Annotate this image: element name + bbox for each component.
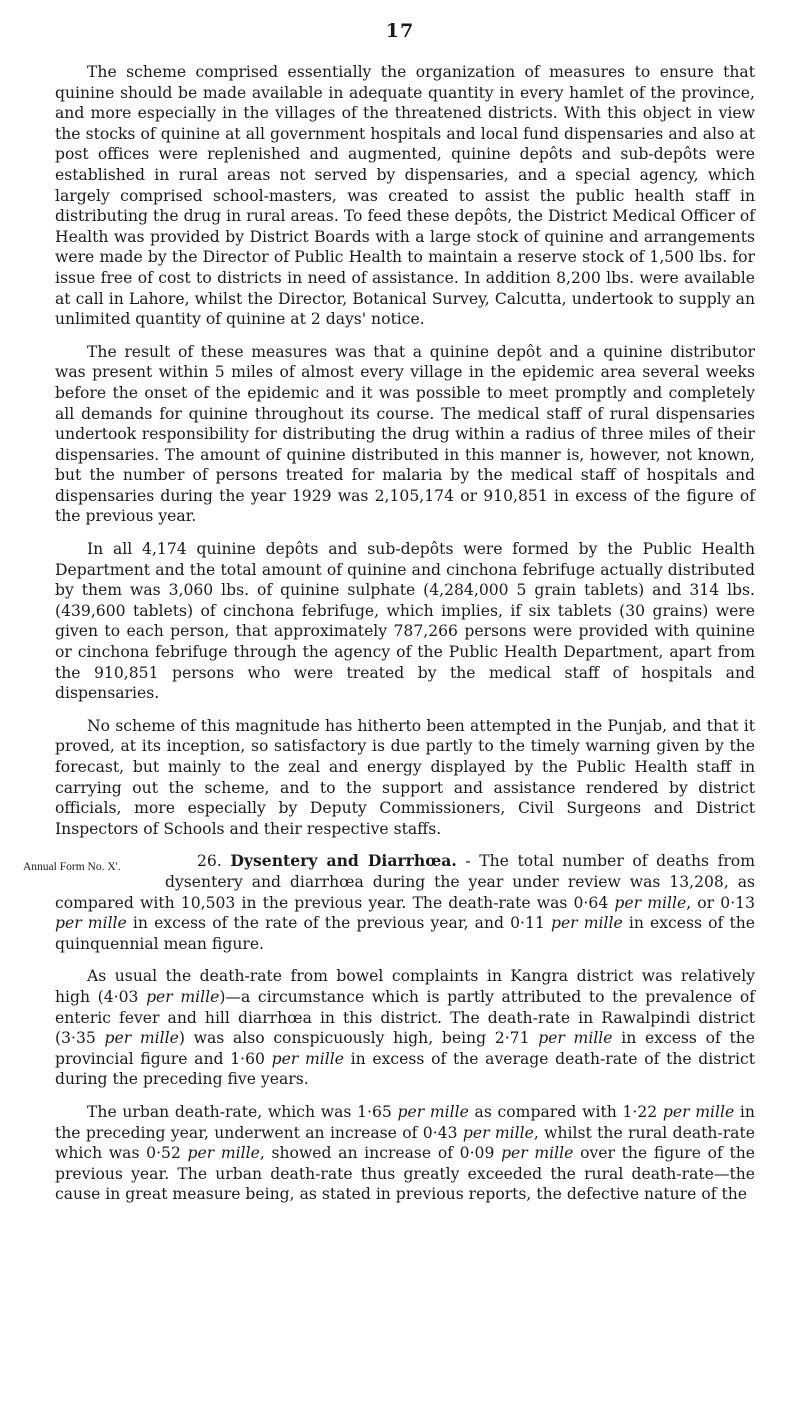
section-text-d: in excess of the quinquennial mean figure. — [55, 914, 755, 953]
text-run: in excess of the provincial figure and 1·60 — [55, 1029, 756, 1068]
per-mille: per mille — [462, 1123, 534, 1142]
text-run: as compared with 1·22 — [468, 1102, 663, 1121]
per-mille: per mille — [146, 987, 220, 1006]
section-number: 26. — [197, 852, 222, 871]
paragraph-urban-death-rate — [55, 1102, 755, 1205]
text-run: , whilst the rural death-rate which was 0·52 — [55, 1123, 755, 1163]
margin-note: Annual Form No. X'. — [23, 861, 121, 874]
per-mille: per mille — [187, 1144, 260, 1163]
text-run: ) was also conspicuously high, being 2·71 — [178, 1029, 539, 1048]
text-run: , showed an increase of 0·09 — [259, 1144, 502, 1163]
paragraph-quinine-scheme: The scheme comprised essentially the organization of measures to ensure that quinine should be made available in adequate quantity in every hamlet of the province, and more especially in the villages of the threatened districts. With this object in view the stocks of quinine at all government hospitals and local fund dispensaries and also at post offices were replenished and augmented, quinine depôts and sub-depôts were established in rural areas not served by dispensaries, and a special agency, which largely comprised school-masters, was created to assist the public health staff in distributing the drug in rural areas. To feed these depôts, the District Medical Officer of Health was provided by District Boards with a large stock of quinine and arrangements were made by the Director of Public Health to maintain a reserve stock of 1,500 lbs. for issue free of cost to districts in need of assistance. In addition 8,200 lbs. were available at call in Lahore, whilst the Director, Botanical Survey, Calcutta, undertook to supply an unlimited quantity of quinine at 2 days' notice. — [55, 63, 755, 329]
text-run: in the preceding year, underwent an increase of 0·43 — [55, 1102, 755, 1142]
section-heading: Dysentery and Diarrhœa. — [230, 851, 457, 871]
per-mille: per mille — [397, 1102, 469, 1121]
text-run: )—a circumstance which is partly attributed to the prevalence of enteric fever and hill diarrhœa in this district. The death-rate in Rawalpindi district (3·35 — [55, 987, 756, 1048]
text-run: The urban death-rate, which was 1·65 — [87, 1102, 398, 1121]
section-26-dysentery — [23, 851, 755, 954]
per-mille: per mille — [271, 1049, 344, 1068]
text-run: in excess of the average death-rate of the district during the preceding five years. — [55, 1049, 755, 1089]
per-mille: per mille — [104, 1029, 179, 1048]
per-mille: per mille — [614, 893, 687, 912]
text-run: As usual the death-rate from bowel complaints in Kangra district was relatively high (4·03 — [55, 967, 755, 1006]
text-run: over the figure of the previous year. The urban death-rate thus greatly exceeded the rural death-rate—the cause in great measure being, as stated in previous reports, the defective nature of the — [55, 1144, 755, 1204]
per-mille: per mille — [662, 1102, 735, 1121]
section-text-c: in excess of the rate of the previous year, and 0·11 — [126, 914, 551, 933]
paragraph-kangra — [55, 966, 755, 1090]
paragraph-measures-result: The result of these measures was that a quinine depôt and a quinine distributor was present within 5 miles of almost every village in the epidemic area several weeks before the onset of the epidemic and it was possible to meet promptly and completely all demands for quinine throughout its course. The medical staff of rural dispensaries undertook responsibility for distributing the drug within a radius of three miles of their dispensaries. The amount of quinine distributed in this manner is, however, not known, but the number of persons treated for malaria by the medical staff of hospitals and dispensaries during the year 1929 was 2,105,174 or 910,851 in excess of the figure of the previous year. — [55, 342, 755, 526]
per-mille: per mille — [55, 914, 127, 933]
per-mille: per mille — [501, 1144, 574, 1163]
per-mille: per mille — [538, 1029, 613, 1048]
page-number: 17 — [385, 20, 415, 42]
section-text-b: , or 0·13 — [686, 893, 755, 912]
section-text-a: - The total number of deaths from dysentery and diarrhœa during the year under review was 13,208, as compared with 10,503 in the previous year. The death-rate was 0·64 — [55, 852, 755, 912]
per-mille: per mille — [550, 914, 623, 933]
paragraph-quinine-depots: In all 4,174 quinine depôts and sub-depôts were formed by the Public Health Department and the total amount of quinine and cinchona febrifuge actually distributed by them was 3,060 lbs. of quinine sulphate (4,284,000 5 grain tablets) and 314 lbs. (439,600 tablets) of cinchona febrifuge, which implies, if six tablets (30 grains) were given to each person, that approximately 787,266 persons were provided with quinine or cinchona febrifuge through the agency of the Public Health Department, apart from the 910,851 persons who were treated by the medical staff of hospitals and dispensaries. — [55, 540, 755, 703]
body-text — [23, 62, 756, 1217]
paragraph-scheme-magnitude: No scheme of this magnitude has hitherto been attempted in the Punjab, and that it proved, at its inception, so satisfactory is due partly to the timely warning given by the forecast, but mainly to the zeal and energy displayed by the Public Health staff in carrying out the scheme, and to the support and assistance rendered by district officials, more especially by Deputy Commissioners, Civil Surgeons and District Inspectors of Schools and their respective staffs. — [55, 716, 755, 838]
